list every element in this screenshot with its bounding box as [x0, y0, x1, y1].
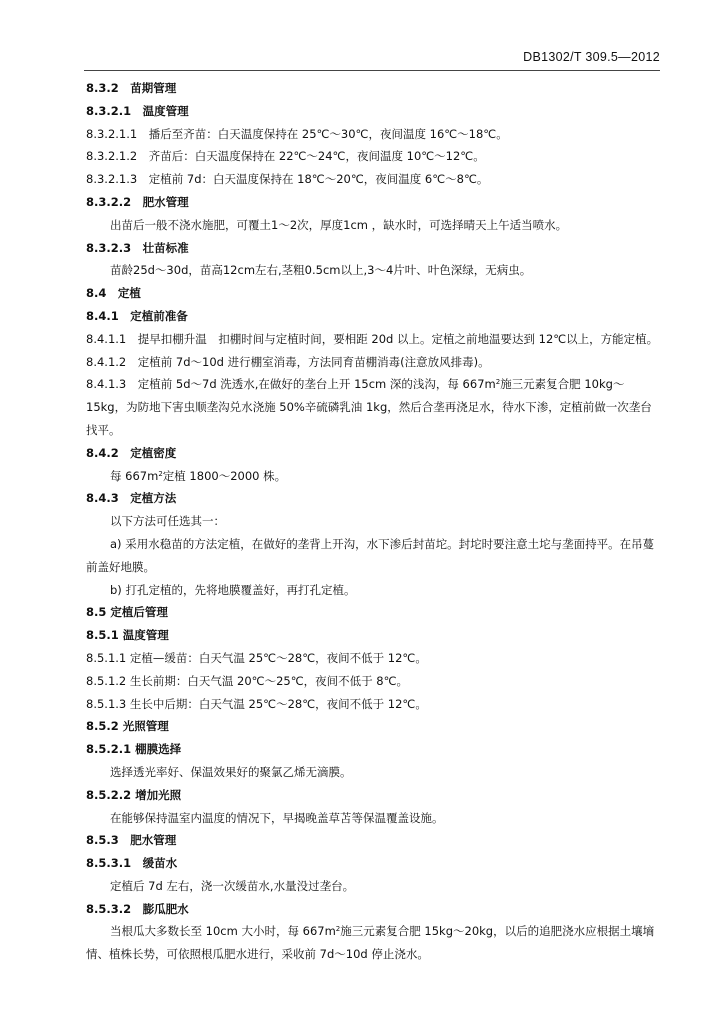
clause-text: 定植前 5d～7d 洗透水,在做好的垄台上开 15cm 深的浅沟，每 667m — [137, 377, 496, 392]
clause-text: 提早扣棚升温 扣棚时间与定植时间，要相距 20d 以上。定植之前地温要达到 12℃以上，方能定植。 — [137, 331, 659, 346]
clause-line — [86, 693, 662, 716]
section-heading — [86, 715, 662, 738]
section-title: 肥水管理 — [142, 194, 189, 209]
body-paragraph: 以下方法可任选其一： — [110, 514, 225, 529]
clause-number: 8.5.1.1 — [86, 650, 127, 665]
list-item: a) 采用水稳苗的方法定植，在做好的垄背上开沟，水下渗后封苗坨。封坨时要注意土坨与垄面持平。在吊蔓前盖好地膜。 — [86, 536, 655, 574]
paragraph-text: 当根瓜大多数长至 10cm 大小时，每 667m — [110, 924, 336, 939]
section-number: 8.4.1 — [86, 308, 119, 323]
paragraph-text: 定植 1800～2000 株。 — [162, 468, 287, 483]
section-number: 8.5.3.1 — [86, 856, 132, 871]
section-heading — [86, 852, 662, 875]
section-heading — [86, 487, 662, 510]
document-header-id: DB1302/T 309.5—2012 — [523, 50, 660, 64]
document-body — [86, 77, 662, 966]
section-number: 8.5.1 — [86, 628, 119, 643]
section-number: 8.3.2.3 — [86, 240, 132, 255]
section-heading — [86, 898, 662, 921]
superscript: 2 — [495, 378, 501, 387]
section-heading — [86, 829, 662, 852]
section-heading — [86, 784, 662, 807]
section-heading — [86, 100, 662, 123]
clause-text: 施三元素复合肥 10kg～15kg，为防地下害虫顺垄沟兑水浇施 50%辛硫磷乳油 1kg，然后合垄再浇足水，待水下渗，定植前做一次垄台找平。 — [86, 377, 652, 437]
body-paragraph — [86, 465, 662, 488]
clause-text: 定植前 7d～10d 进行棚室消毒，方法同育苗棚消毒(注意放风排毒)。 — [137, 354, 490, 369]
section-number: 8.3.2.2 — [86, 194, 132, 209]
section-title: 定植 — [117, 286, 141, 301]
clause-number: 8.3.2.1.2 — [86, 149, 138, 164]
clause-number: 8.4.1.3 — [86, 377, 127, 392]
clause-text: 齐苗后：白天温度保持在 22℃～24℃，夜间温度 10℃～12℃。 — [148, 149, 485, 164]
clause-number: 8.3.2.1.1 — [86, 126, 138, 141]
section-number: 8.5.3 — [86, 833, 119, 848]
section-number: 8.4.2 — [86, 445, 119, 460]
section-title: 肥水管理 — [130, 833, 177, 848]
clause-number: 8.5.1.2 — [86, 673, 127, 688]
clause-line — [86, 123, 662, 146]
section-number: 8.3.2 — [86, 81, 119, 95]
body-paragraph: 定植后 7d 左右，浇一次缓苗水,水量没过垄台。 — [110, 878, 355, 893]
section-title: 棚膜选择 — [135, 742, 182, 757]
clause-text: 定植—缓苗：白天气温 25℃～28℃，夜间不低于 12℃。 — [129, 650, 427, 665]
paragraph-text: 施三元素复合肥 15kg～20kg，以后的追肥浇水应根据土壤墒情、植株长势，可依照根瓜肥水进行，采收前 7d～10d 停止浇水。 — [86, 924, 655, 962]
clause-number: 8.4.1.1 — [86, 331, 127, 346]
section-title: 定植方法 — [130, 491, 177, 506]
list-item: b) 打孔定植的，先将地膜覆盖好，再打孔定植。 — [110, 582, 356, 597]
clause-number: 8.3.2.1.3 — [86, 172, 138, 187]
section-number: 8.5.3.2 — [86, 901, 132, 916]
section-heading — [86, 624, 662, 647]
body-paragraph: 苗龄25d～30d，苗高12cm左右,茎粗0.5cm以上,3～4片叶、叶色深绿，无病虫。 — [110, 263, 532, 278]
clause-text: 播后至齐苗：白天温度保持在 25℃～30℃，夜间温度 16℃～18℃。 — [148, 126, 508, 141]
clause-line — [86, 168, 662, 191]
section-heading — [86, 738, 662, 761]
section-title: 壮苗标准 — [142, 240, 189, 255]
superscript: 2 — [158, 469, 163, 478]
section-title: 增加光照 — [135, 787, 182, 802]
section-title: 苗期管理 — [130, 81, 177, 95]
section-heading — [86, 191, 662, 214]
section-title: 温度管理 — [122, 628, 169, 643]
clause-line — [86, 351, 662, 374]
superscript: 2 — [335, 925, 341, 934]
paragraph-text: 每 667m — [110, 468, 159, 483]
body-paragraph: 出苗后一般不浇水施肥，可覆土1～2次，厚度1cm ，缺水时，可选择晴天上午适当喷水。 — [110, 217, 568, 232]
clause-text: 生长前期：白天气温 20℃～25℃，夜间不低于 8℃。 — [129, 673, 409, 688]
section-heading — [86, 305, 662, 328]
section-title: 温度管理 — [142, 103, 189, 118]
section-number: 8.5.2 — [86, 719, 119, 734]
section-number: 8.4.3 — [86, 491, 119, 506]
section-heading — [86, 282, 662, 305]
clause-line — [86, 145, 662, 168]
clause-number: 8.4.1.2 — [86, 354, 127, 369]
section-heading — [86, 442, 662, 465]
clause-line — [86, 328, 662, 351]
clause-text: 定植前 7d：白天温度保持在 18℃～20℃，夜间温度 6℃～8℃。 — [148, 172, 489, 187]
clause-number: 8.5.1.3 — [86, 696, 127, 711]
section-number: 8.5.2.2 — [86, 787, 132, 802]
section-title: 光照管理 — [122, 719, 169, 734]
body-paragraph: 选择透光率好、保温效果好的聚氯乙烯无滴膜。 — [110, 764, 352, 779]
clause-line — [86, 373, 662, 441]
body-paragraph: 在能够保持温室内温度的情况下，早揭晚盖草苫等保温覆盖设施。 — [110, 810, 444, 825]
section-title: 膨瓜肥水 — [142, 901, 189, 916]
section-number: 8.3.2.1 — [86, 103, 132, 118]
section-heading — [86, 237, 662, 260]
section-heading — [86, 601, 662, 624]
section-number: 8.5 — [86, 605, 107, 620]
section-number: 8.4 — [86, 286, 107, 301]
section-title: 定植前准备 — [130, 308, 188, 323]
section-number: 8.5.2.1 — [86, 742, 132, 757]
clause-line — [86, 670, 662, 693]
section-title: 定植密度 — [130, 445, 177, 460]
body-paragraph — [86, 920, 662, 966]
section-title: 定植后管理 — [110, 605, 168, 620]
section-heading — [86, 77, 662, 100]
header-divider — [84, 70, 660, 71]
clause-line — [86, 647, 662, 670]
clause-text: 生长中后期：白天气温 25℃～28℃，夜间不低于 12℃。 — [129, 696, 427, 711]
section-title: 缓苗水 — [142, 856, 178, 871]
